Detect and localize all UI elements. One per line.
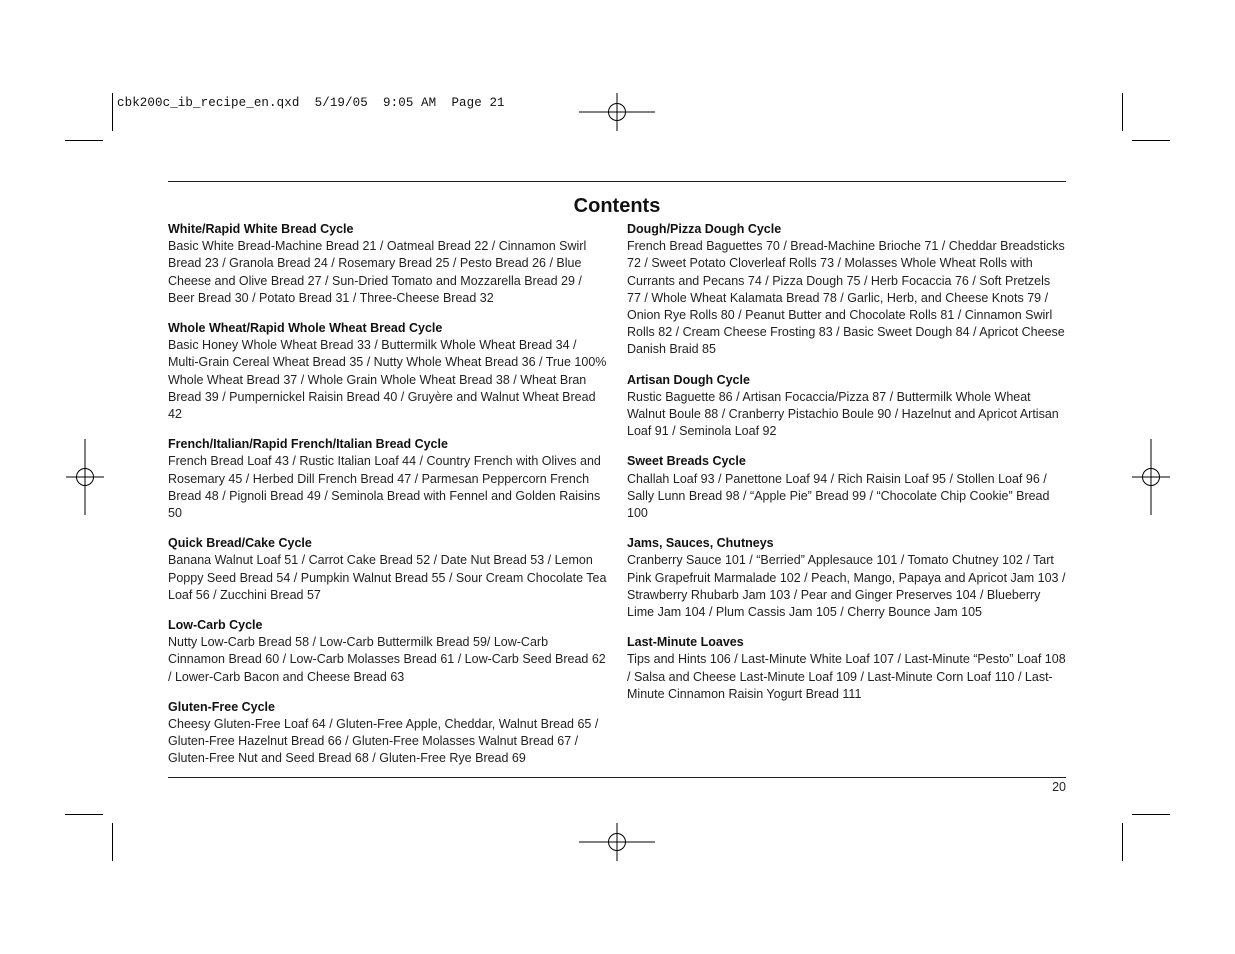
section-heading: French/Italian/Rapid French/Italian Bread Cycle xyxy=(168,437,448,452)
page-title: Contents xyxy=(573,195,661,217)
toc-section xyxy=(627,372,1067,441)
page-number: 20 xyxy=(1052,780,1066,794)
section-entries: Banana Walnut Loaf 51 / Carrot Cake Bread 52 / Date Nut Bread 53 / Lemon Poppy Seed Bread 54 / Pumpkin Walnut Bread 55 / Sour Cream Chocolate Tea Loaf 56 / Zucchini Bread 57 xyxy=(168,553,607,602)
section-entries: Cheesy Gluten-Free Loaf 64 / Gluten-Free Apple, Cheddar, Walnut Bread 65 / Gluten-Free Hazelnut Bread 66 / Gluten-Free Molasses Walnut Bread 67 / Gluten-Free Nut and Seed Bread 68 / Gluten-Free Rye Bread 69 xyxy=(168,717,599,766)
toc-section xyxy=(168,436,608,522)
toc-section xyxy=(168,617,608,686)
toc-section xyxy=(168,221,608,307)
section-heading: Low-Carb Cycle xyxy=(168,618,263,633)
toc-section xyxy=(168,535,608,604)
crop-mark-bottom-left-vertical xyxy=(112,823,113,861)
section-entries: Challah Loaf 93 / Panettone Loaf 94 / Rich Raisin Loaf 95 / Stollen Loaf 96 / Sally Lunn Bread 98 / “Apple Pie” Bread 99 / “Chocolate Chip Cookie” Bread 100 xyxy=(627,471,1050,521)
toc-section xyxy=(627,453,1067,522)
left-column xyxy=(168,221,608,781)
registration-mark-bottom-icon xyxy=(579,823,655,861)
crop-mark-top-left-vertical xyxy=(112,93,113,131)
section-heading: Sweet Breads Cycle xyxy=(627,454,746,469)
section-entries: Tips and Hints 106 / Last-Minute White Loaf 107 / Last-Minute “Pesto” Loaf 108 / Salsa and Cheese Last-Minute Loaf 109 / Last-Minute Corn Loaf 110 / Last-Minute Cinnamon Raisin Yogurt Bread 111 xyxy=(627,652,1066,701)
section-entries: Rustic Baguette 86 / Artisan Focaccia/Pizza 87 / Buttermilk Whole Wheat Walnut Boule 88 / Cranberry Pistachio Boule 90 / Hazelnut and Apricot Artisan Loaf 91 / Seminola Loaf 92 xyxy=(627,389,1059,439)
print-slug: cbk200c_ib_recipe_en.qxd 5/19/05 9:05 AM Page 21 xyxy=(117,96,505,110)
section-entries: Basic Honey Whole Wheat Bread 33 / Buttermilk Whole Wheat Bread 34 / Multi-Grain Cereal Wheat Bread 35 / Nutty Whole Wheat Bread 36 / True 100% Whole Wheat Bread 37 / Whole Grain Whole Wheat Bread 38 / Wheat Bran Bread 39 / Pumpernickel Raisin Bread 40 / Gruyère and Walnut Wheat Bread 42 xyxy=(168,338,607,422)
section-heading: Quick Bread/Cake Cycle xyxy=(168,536,312,551)
section-heading: Gluten-Free Cycle xyxy=(168,699,275,714)
registration-mark-top-icon xyxy=(579,93,655,131)
bottom-rule xyxy=(168,777,1066,778)
crop-mark-bottom-right-horizontal xyxy=(1132,814,1170,815)
toc-section xyxy=(168,320,608,423)
crop-mark-top-left-horizontal xyxy=(65,140,103,141)
section-heading: Jams, Sauces, Chutneys xyxy=(627,536,774,551)
section-entries: French Bread Baguettes 70 / Bread-Machine Brioche 71 / Cheddar Breadsticks 72 / Sweet Potato Cloverleaf Rolls 73 / Molasses Whole Wheat Rolls with Currants and Pecans 74 / Pizza Dough 75 / Herb Focaccia 76 / Soft Pretzels 77 / Whole Wheat Kalamata Bread 78 / Garlic, Herb, and Cheese Knots 79 / Onion Rye Rolls 80 / Peanut Butter and Chocolate Rolls 81 / Cinnamon Swirl Rolls 82 / Cream Cheese Frosting 83 / Basic Sweet Dough 84 / Apricot Cheese Danish Braid 85 xyxy=(627,239,1065,357)
registration-mark-right-icon xyxy=(1132,439,1170,515)
section-heading: Last-Minute Loaves xyxy=(627,635,744,650)
right-column xyxy=(627,221,1067,716)
toc-section xyxy=(627,221,1067,359)
section-heading: Whole Wheat/Rapid Whole Wheat Bread Cycle xyxy=(168,321,443,336)
section-heading: Dough/Pizza Dough Cycle xyxy=(627,222,782,236)
crop-mark-top-right-vertical xyxy=(1122,93,1123,131)
section-entries: Nutty Low-Carb Bread 58 / Low-Carb Buttermilk Bread 59/ Low-Carb Cinnamon Bread 60 / Low-Carb Molasses Bread 61 / Low-Carb Seed Bread 62 / Lower-Carb Bacon and Cheese Bread 63 xyxy=(168,635,606,684)
section-entries: French Bread Loaf 43 / Rustic Italian Loaf 44 / Country French with Olives and Rosemary 45 / Herbed Dill French Bread 47 / Parmesan Peppercorn French Bread 48 / Pignoli Bread 49 / Seminola Bread with Fennel and Golden Raisins 50 xyxy=(168,454,601,521)
registration-mark-left-icon xyxy=(66,439,104,515)
crop-mark-top-right-horizontal xyxy=(1132,140,1170,141)
crop-mark-bottom-right-vertical xyxy=(1122,823,1123,861)
crop-mark-bottom-left-horizontal xyxy=(65,814,103,815)
toc-section xyxy=(627,535,1067,621)
top-rule xyxy=(168,181,1066,182)
section-entries: Basic White Bread-Machine Bread 21 / Oatmeal Bread 22 / Cinnamon Swirl Bread 23 / Granola Bread 24 / Rosemary Bread 25 / Pesto Bread 26 / Blue Cheese and Olive Bread 27 / Sun-Dried Tomato and Mozzarella Bread 29 / Beer Bread 30 / Potato Bread 31 / Three-Cheese Bread 32 xyxy=(168,239,587,305)
section-entries: Cranberry Sauce 101 / “Berried” Applesauce 101 / Tomato Chutney 102 / Tart Pink Grapefruit Marmalade 102 / Peach, Mango, Papaya and Apricot Jam 103 / Strawberry Rhubarb Jam 103 / Pear and Ginger Preserves 104 / Blueberry Lime Jam 104 / Plum Cassis Jam 105 / Cherry Bounce Jam 105 xyxy=(627,553,1066,620)
toc-section xyxy=(168,699,608,768)
section-heading: White/Rapid White Bread Cycle xyxy=(168,222,354,236)
section-heading: Artisan Dough Cycle xyxy=(627,372,750,387)
toc-section xyxy=(627,634,1067,703)
